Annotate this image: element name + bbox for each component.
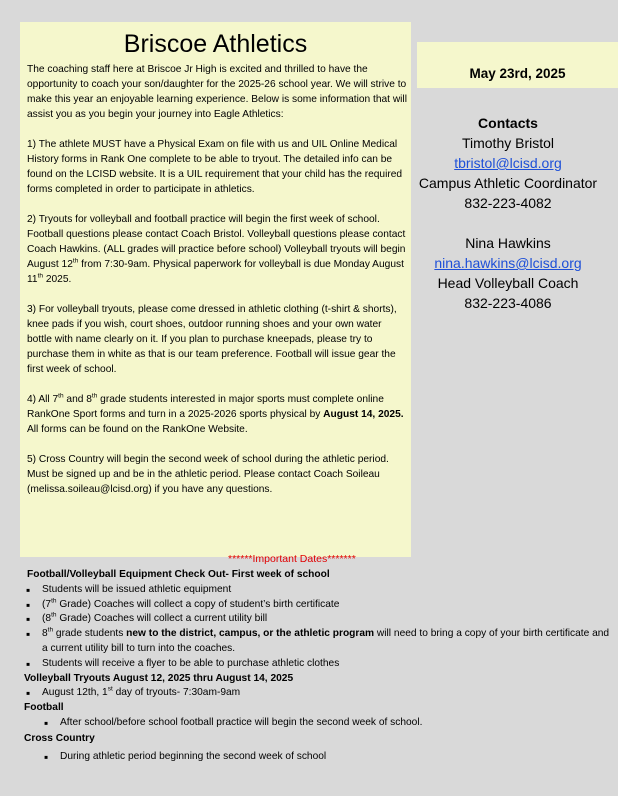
contacts-heading: Contacts — [478, 115, 538, 131]
equipment-item: ▪ (8th Grade) Coaches will collect a current utility bill — [24, 612, 614, 627]
important-dates-heading: ******Important Dates******* — [228, 553, 356, 565]
point-3: 3) For volleyball tryouts, please come dressed in athletic clothing (t-shirt & shorts), knee pads if you wish, court shoes, outdoor running shoes and your own water bottle with name clearly on it. If you plan to purchase kneepads, please try to purchase them in white as that is our team preference. Football will issue gear the first week of school. — [27, 304, 397, 375]
cross-country-item: ▪ During athletic period beginning the second week of school — [24, 750, 614, 765]
point-1: 1) The athlete MUST have a Physical Exam on file with us and UIL Online Medical History forms in Rank One complete to be able to tryout. The detailed info can be found on the LCISD website. It is a UIL requirement that your child has the required forms completed in order to participate in athletics. — [27, 139, 403, 195]
point-4: 4) All 7th and 8th grade students interested in major sports must complete online RankOne Sport forms and turn in a 2025-2026 sports physical by August 14, 2025. All forms can be found on the RankOne Website. — [27, 392, 404, 435]
date-label: May 23rd, 2025 — [469, 66, 566, 81]
point-2: 2) Tryouts for volleyball and football practice will begin the first week of school. Football questions please contact Coach Bristol. Volleyball questions please contact Coach Hawkins. (ALL grades will practice before school) Volleyball tryouts will begin August 12th from 7:30-9am. Physical paperwork for volleyball is due Monday August 11th 2025. — [27, 214, 406, 285]
info-body — [27, 62, 407, 512]
point-5: 5) Cross Country will begin the second week of school during the athletic period. Must be signed up and be in the athletic period. Please contact Coach Soileau (melissa.soileau@lcisd.org) if you have any questions. — [27, 454, 389, 495]
important-dates-list — [24, 568, 614, 764]
contact-1-phone: 832-223-4082 — [464, 195, 552, 211]
contacts-panel — [400, 113, 616, 313]
contact-2-email-link[interactable]: nina.hawkins@lcisd.org — [434, 255, 582, 271]
date-panel — [417, 42, 618, 88]
football-item: ▪ After school/before school football practice will begin the second week of school. — [24, 716, 614, 731]
equipment-item: ▪ (7th Grade) Coaches will collect a copy of student’s birth certificate — [24, 598, 614, 613]
equipment-item: ▪ 8th grade students new to the district, campus, or the athletic program will need to bring a copy of your birth certificate and a current utility bill to turn into the coaches. — [24, 627, 614, 657]
contact-2-phone: 832-223-4086 — [464, 295, 552, 311]
volleyball-heading: Volleyball Tryouts August 12, 2025 thru August 14, 2025 — [24, 672, 294, 684]
contact-1-name: Timothy Bristol — [461, 135, 555, 151]
football-heading: Football — [24, 702, 64, 714]
contact-1-role: Campus Athletic Coordinator — [418, 175, 598, 191]
equipment-item: ▪ Students will be issued athletic equipment — [24, 583, 614, 598]
equipment-item: ▪ Students will receive a flyer to be able to purchase athletic clothes — [24, 657, 614, 672]
volleyball-item: ▪ August 12th, 1st day of tryouts- 7:30am-9am — [24, 686, 614, 701]
equipment-heading: Football/Volleyball Equipment Check Out- First week of school — [27, 569, 330, 580]
page-title: Briscoe Athletics — [123, 30, 308, 58]
intro-paragraph: The coaching staff here at Briscoe Jr High is excited and thrilled to have the opportunity to coach your son/daughter for the 2025-26 school year. We will strive to make this year an enjoyable learning experience. Below is some information that will assist you as you begin your journey into Eagle Athletics: — [27, 64, 407, 120]
cross-country-heading: Cross Country — [24, 732, 95, 744]
info-panel — [20, 22, 411, 557]
contact-1-email-link[interactable]: tbristol@lcisd.org — [454, 155, 562, 171]
contact-2-name: Nina Hawkins — [465, 235, 551, 251]
contact-2-role: Head Volleyball Coach — [437, 275, 579, 291]
